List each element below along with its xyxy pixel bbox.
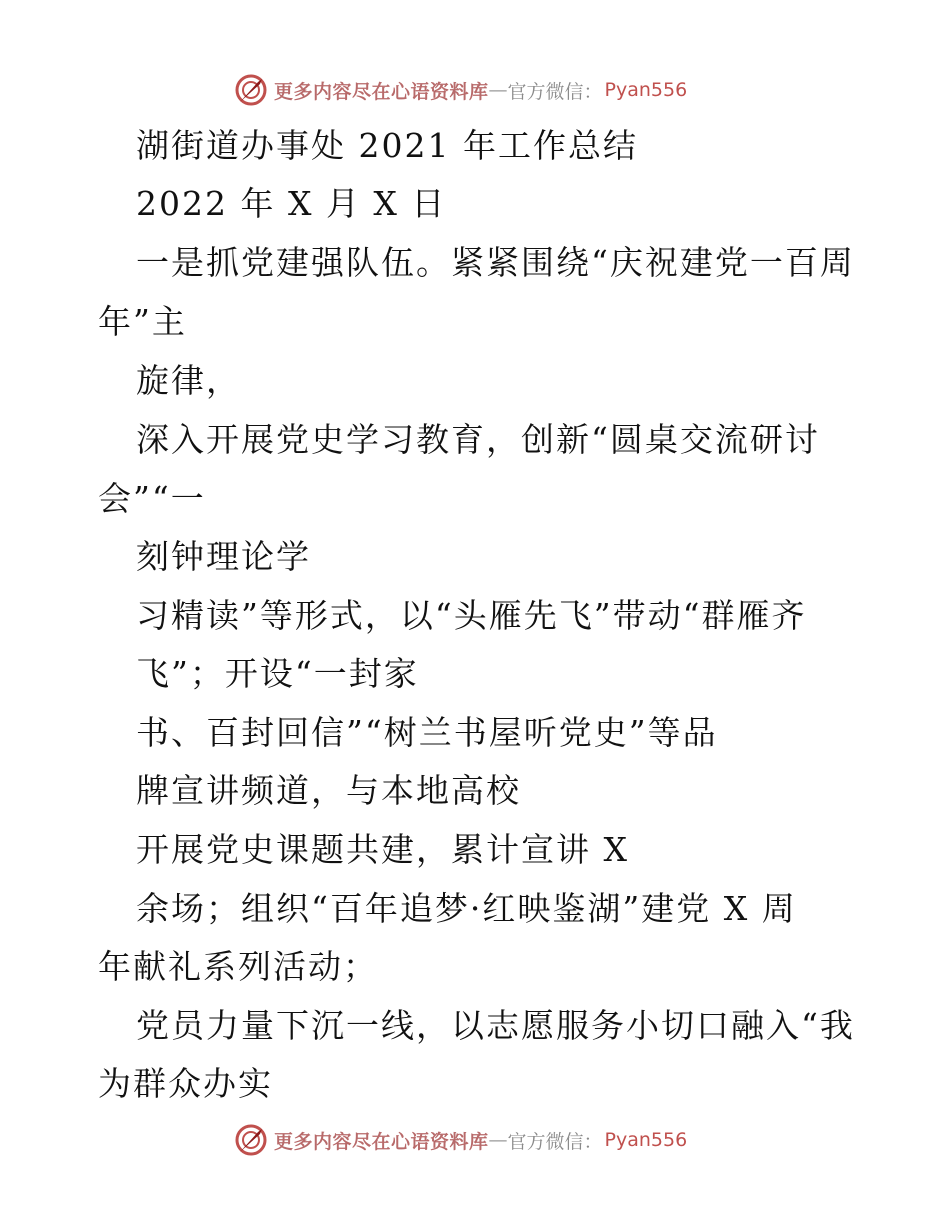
body-line: 飞”；开设“一封家 [136, 654, 419, 693]
watermark-wechat-id: Pyan556 [604, 79, 688, 101]
body-line: 年”主 [98, 302, 187, 341]
watermark-label: 官方微信： [507, 1130, 603, 1153]
watermark-dash: — [488, 1129, 508, 1151]
body-line: 一是抓党建强队伍。紧紧围绕“庆祝建党一百周 [136, 243, 855, 282]
watermark-brand-text: 更多内容尽在心语资料库 [274, 80, 489, 103]
body-line: 习精读”等形式，以“头雁先飞”带动“群雁齐 [136, 596, 807, 635]
body-line: 刻钟理论学 [136, 537, 311, 576]
body-line: 余场；组织“百年追梦·红映鉴湖”建党 X 周 [136, 889, 797, 928]
document-title: 湖街道办事处 2021 年工作总结 [136, 126, 638, 165]
quill-logo-icon [234, 73, 268, 107]
body-line: 旋律， [136, 361, 241, 400]
body-line: 为群众办实 [98, 1064, 273, 1103]
body-line: 开展党史课题共建，累计宣讲 X [136, 830, 629, 869]
watermark-header [234, 72, 687, 108]
quill-logo-icon [234, 1123, 268, 1157]
document-date: 2022 年 X 月 X 日 [136, 184, 447, 223]
watermark-dash: — [488, 79, 508, 101]
body-line: 书、百封回信”“树兰书屋听党史”等品 [136, 713, 718, 752]
body-line: 深入开展党史学习教育，创新“圆桌交流研讨 [136, 420, 820, 459]
watermark-wechat-id: Pyan556 [604, 1129, 688, 1151]
watermark-brand-text: 更多内容尽在心语资料库 [274, 1130, 489, 1153]
body-line: 会”“一 [98, 479, 206, 518]
watermark-footer [234, 1122, 687, 1158]
body-line: 党员力量下沉一线，以志愿服务小切口融入“我 [136, 1006, 855, 1045]
body-line: 年献礼系列活动； [98, 947, 378, 986]
body-line: 牌宣讲频道，与本地高校 [136, 771, 521, 810]
watermark-label: 官方微信： [507, 80, 603, 103]
